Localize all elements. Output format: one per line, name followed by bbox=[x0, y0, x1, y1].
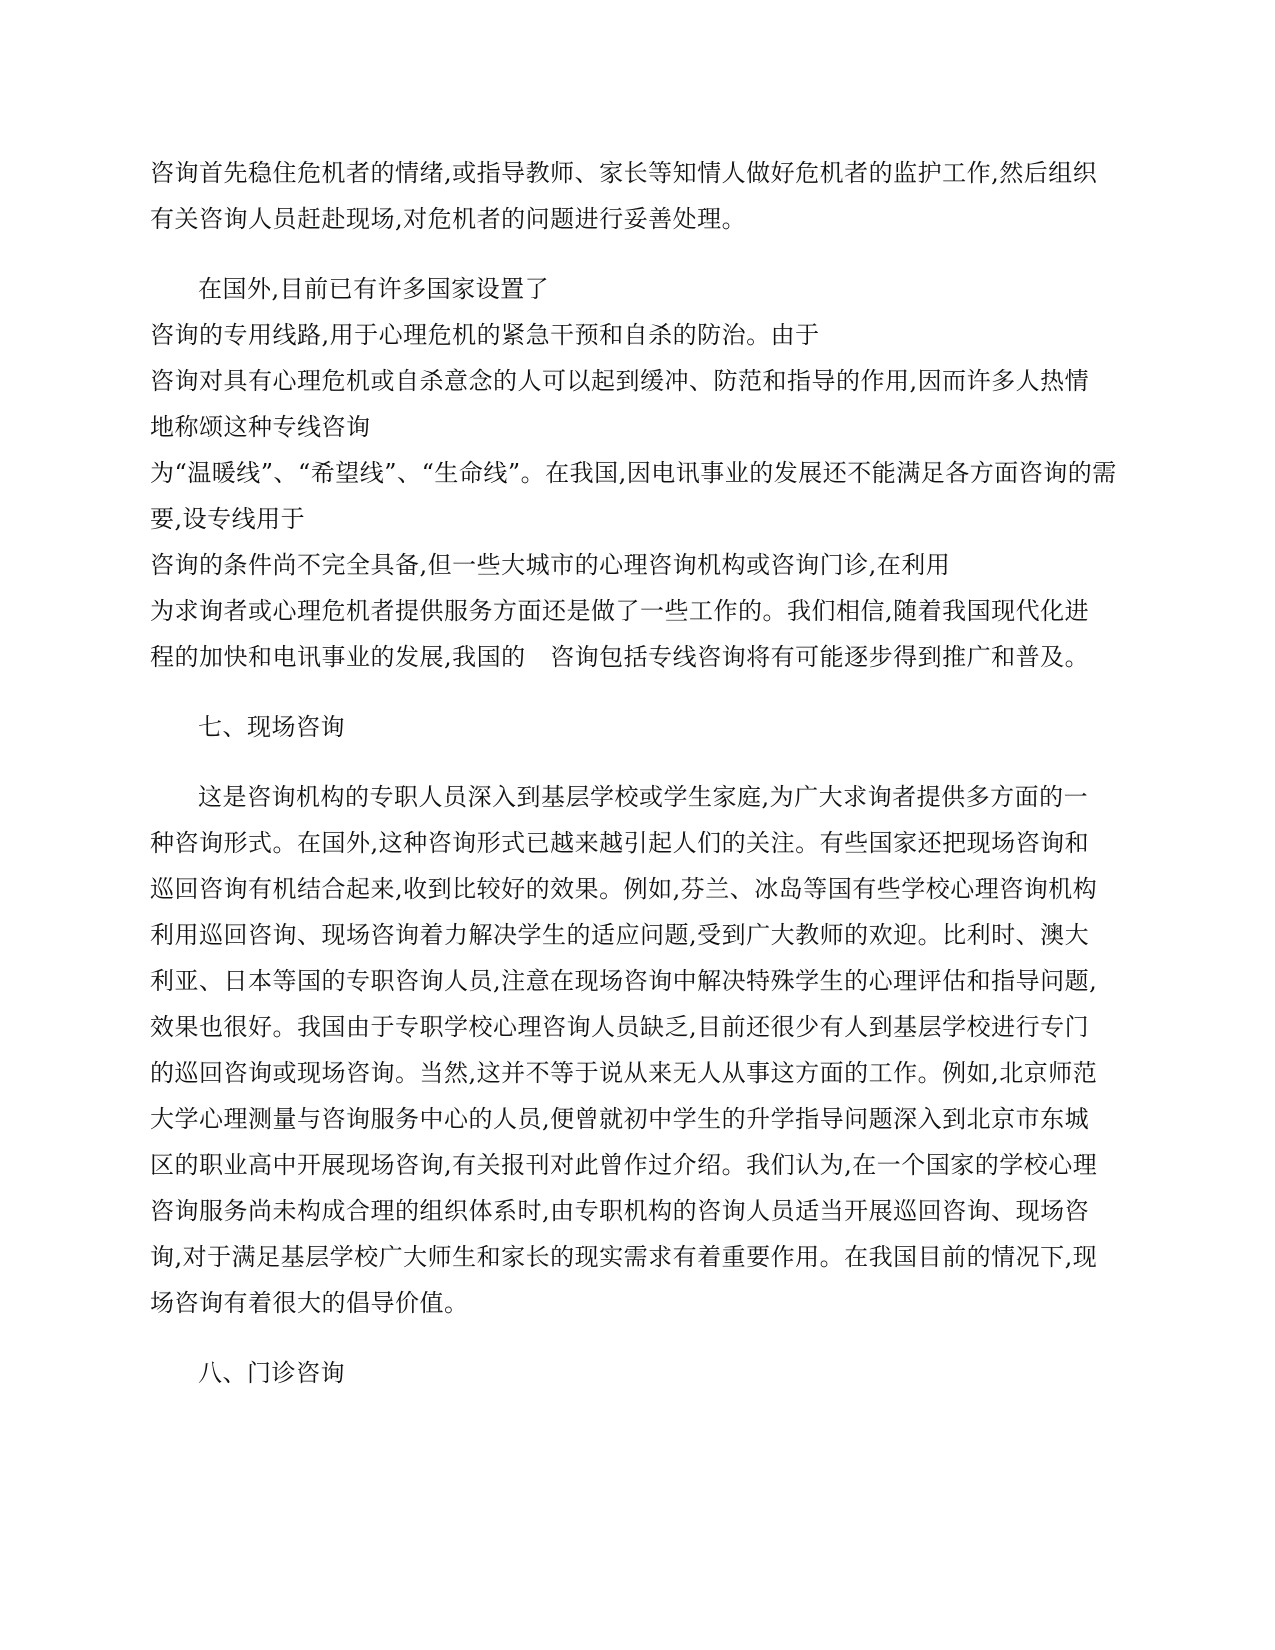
text-line: 的巡回咨询或现场咨询。当然,这并不等于说从来无人从事这方面的工作。例如,北京师范 bbox=[150, 1059, 1098, 1087]
paragraph-crisis-handling bbox=[150, 150, 1130, 242]
text-line: 有关咨询人员赶赴现场,对危机者的问题进行妥善处理。 bbox=[150, 205, 747, 233]
section-heading-outpatient-consultation: 八、门诊咨询 bbox=[198, 1359, 345, 1387]
text-line: 在国外,目前已有许多国家设置了 bbox=[198, 275, 550, 303]
text-line: 这是咨询机构的专职人员深入到基层学校或学生家庭,为广大求询者提供多方面的一 bbox=[198, 783, 1089, 811]
text-line: 利亚、日本等国的专职咨询人员,注意在现场咨询中解决特殊学生的心理评估和指导问题, bbox=[150, 967, 1098, 995]
text-line: 巡回咨询有机结合起来,收到比较好的效果。例如,芬兰、冰岛等国有些学校心理咨询机构 bbox=[150, 875, 1098, 903]
text-line: 为求询者或心理危机者提供服务方面还是做了一些工作的。我们相信,随着我国现代化进 bbox=[150, 597, 1090, 625]
text-line: 大学心理测量与咨询服务中心的人员,便曾就初中学生的升学指导问题深入到北京市东城 bbox=[150, 1105, 1090, 1133]
text-line: 场咨询有着很大的倡导价值。 bbox=[150, 1289, 469, 1317]
text-line: 区的职业高中开展现场咨询,有关报刊对此曾作过介绍。我们认为,在一个国家的学校心理 bbox=[150, 1151, 1098, 1179]
text-line: 种咨询形式。在国外,这种咨询形式已越来越引起人们的关注。有些国家还把现场咨询和 bbox=[150, 829, 1090, 857]
text-line: 为“温暖线”、“希望线”、“生命线”。在我国,因电讯事业的发展还不能满足各方面咨询的需 bbox=[150, 459, 1117, 487]
text-line: 地称颂这种专线咨询 bbox=[150, 413, 371, 441]
paragraph-hotline bbox=[150, 266, 1130, 680]
text-line: 利用巡回咨询、现场咨询着力解决学生的适应问题,受到广大教师的欢迎。比利时、澳大 bbox=[150, 921, 1090, 949]
text-line: 效果也很好。我国由于专职学校心理咨询人员缺乏,目前还很少有人到基层学校进行专门 bbox=[150, 1013, 1090, 1041]
document-page bbox=[150, 150, 1130, 1396]
paragraph-onsite-consultation bbox=[150, 774, 1130, 1326]
text-line: 咨询服务尚未构成合理的组织体系时,由专职机构的咨询人员适当开展巡回咨询、现场咨 bbox=[150, 1197, 1090, 1225]
text-line: 咨询对具有心理危机或自杀意念的人可以起到缓冲、防范和指导的作用,因而许多人热情 bbox=[150, 367, 1090, 395]
section-heading-onsite-consultation: 七、现场咨询 bbox=[198, 713, 345, 741]
text-line: 询,对于满足基层学校广大师生和家长的现实需求有着重要作用。在我国目前的情况下,现 bbox=[150, 1243, 1098, 1271]
text-line: 咨询的专用线路,用于心理危机的紧急干预和自杀的防治。由于 bbox=[150, 321, 820, 349]
text-line: 咨询的条件尚不完全具备,但一些大城市的心理咨询机构或咨询门诊,在利用 bbox=[150, 551, 951, 579]
text-line: 要,设专线用于 bbox=[150, 505, 306, 533]
text-line: 程的加快和电讯事业的发展,我国的 咨询包括专线咨询将有可能逐步得到推广和普及。 bbox=[150, 643, 1090, 671]
text-line: 咨询首先稳住危机者的情绪,或指导教师、家长等知情人做好危机者的监护工作,然后组织 bbox=[150, 159, 1098, 187]
